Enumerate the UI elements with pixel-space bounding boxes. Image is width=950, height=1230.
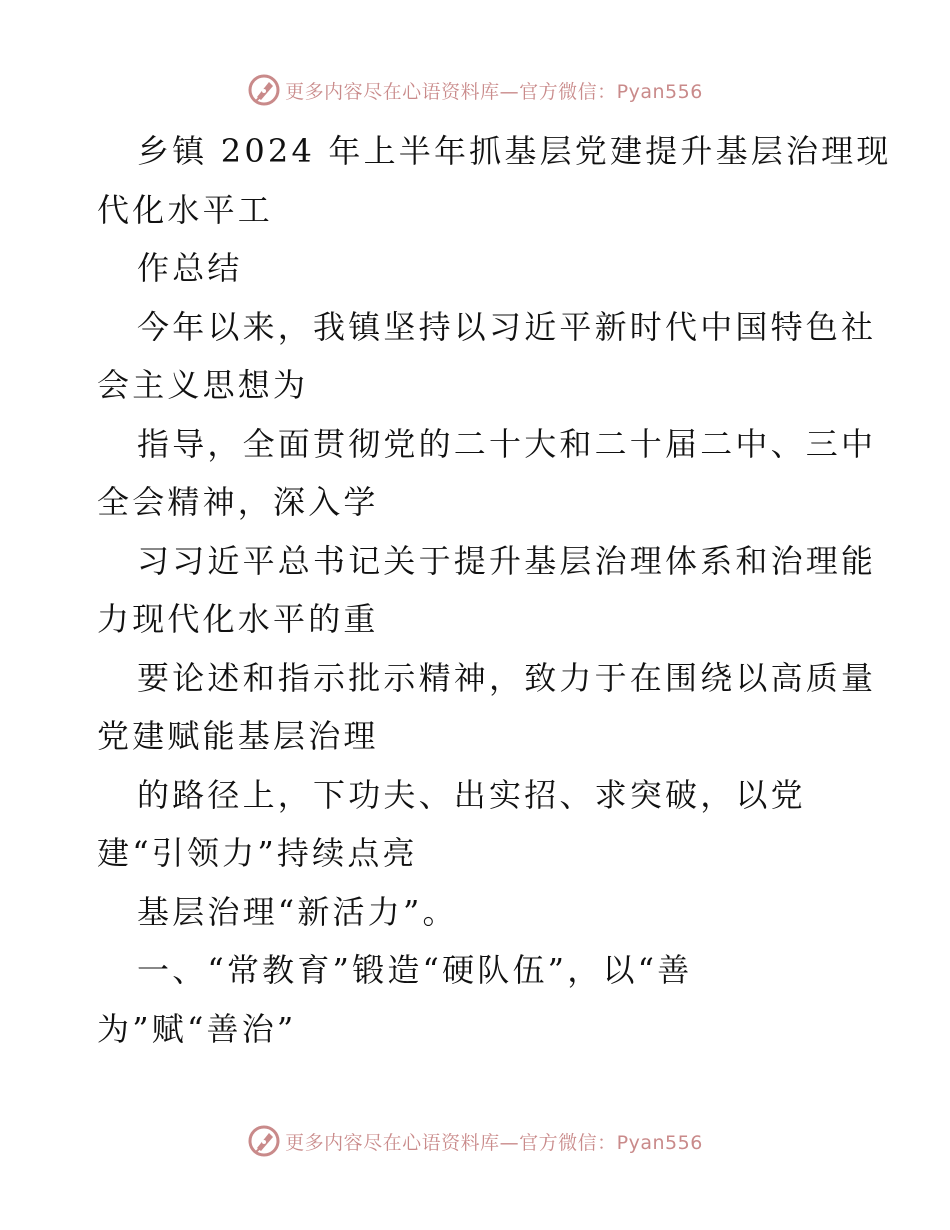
header-watermark-text: 更多内容尽在心语资料库—官方微信：Pyan556 [285,80,703,103]
paragraph-line: 建“引领力”持续点亮 [97,834,418,872]
paragraph-line: 要论述和指示批示精神，致力于在围绕以高质量 [137,658,877,697]
paragraph-line: 会主义思想为 [97,366,309,404]
title-line-1: 乡镇 2024 年上半年抓基层党建提升基层治理现 [137,132,892,170]
header-watermark [0,70,950,110]
pen-nib-logo-icon [247,1124,281,1158]
paragraph-line: 指导，全面贯彻党的二十大和二十届二中、三中 [137,424,877,463]
paragraph-line: 基层治理“新活力”。 [137,892,458,931]
paragraph-line: 全会精神，深入学 [97,483,379,521]
paragraph-line: 习习近平总书记关于提升基层治理体系和治理能 [137,541,877,580]
pen-nib-logo-icon [247,73,281,107]
section-heading-line: 为”赋“善治” [97,1009,297,1048]
document-body [97,122,892,1058]
paragraph-line: 的路径上，下功夫、出实招、求突破，以党 [137,775,806,814]
paragraph-line: 党建赋能基层治理 [97,717,379,755]
footer-watermark-text: 更多内容尽在心语资料库—官方微信：Pyan556 [285,1131,703,1154]
paragraph-line: 力现代化水平的重 [97,600,379,638]
title-line-2: 代化水平工 [97,190,274,229]
paragraph-line: 今年以来，我镇坚持以习近平新时代中国特色社 [137,307,877,346]
footer-watermark [0,1121,950,1161]
section-heading-line: 一、“常教育”锻造“硬队伍”，以“善 [137,951,693,989]
title-line-3: 作总结 [137,249,243,287]
